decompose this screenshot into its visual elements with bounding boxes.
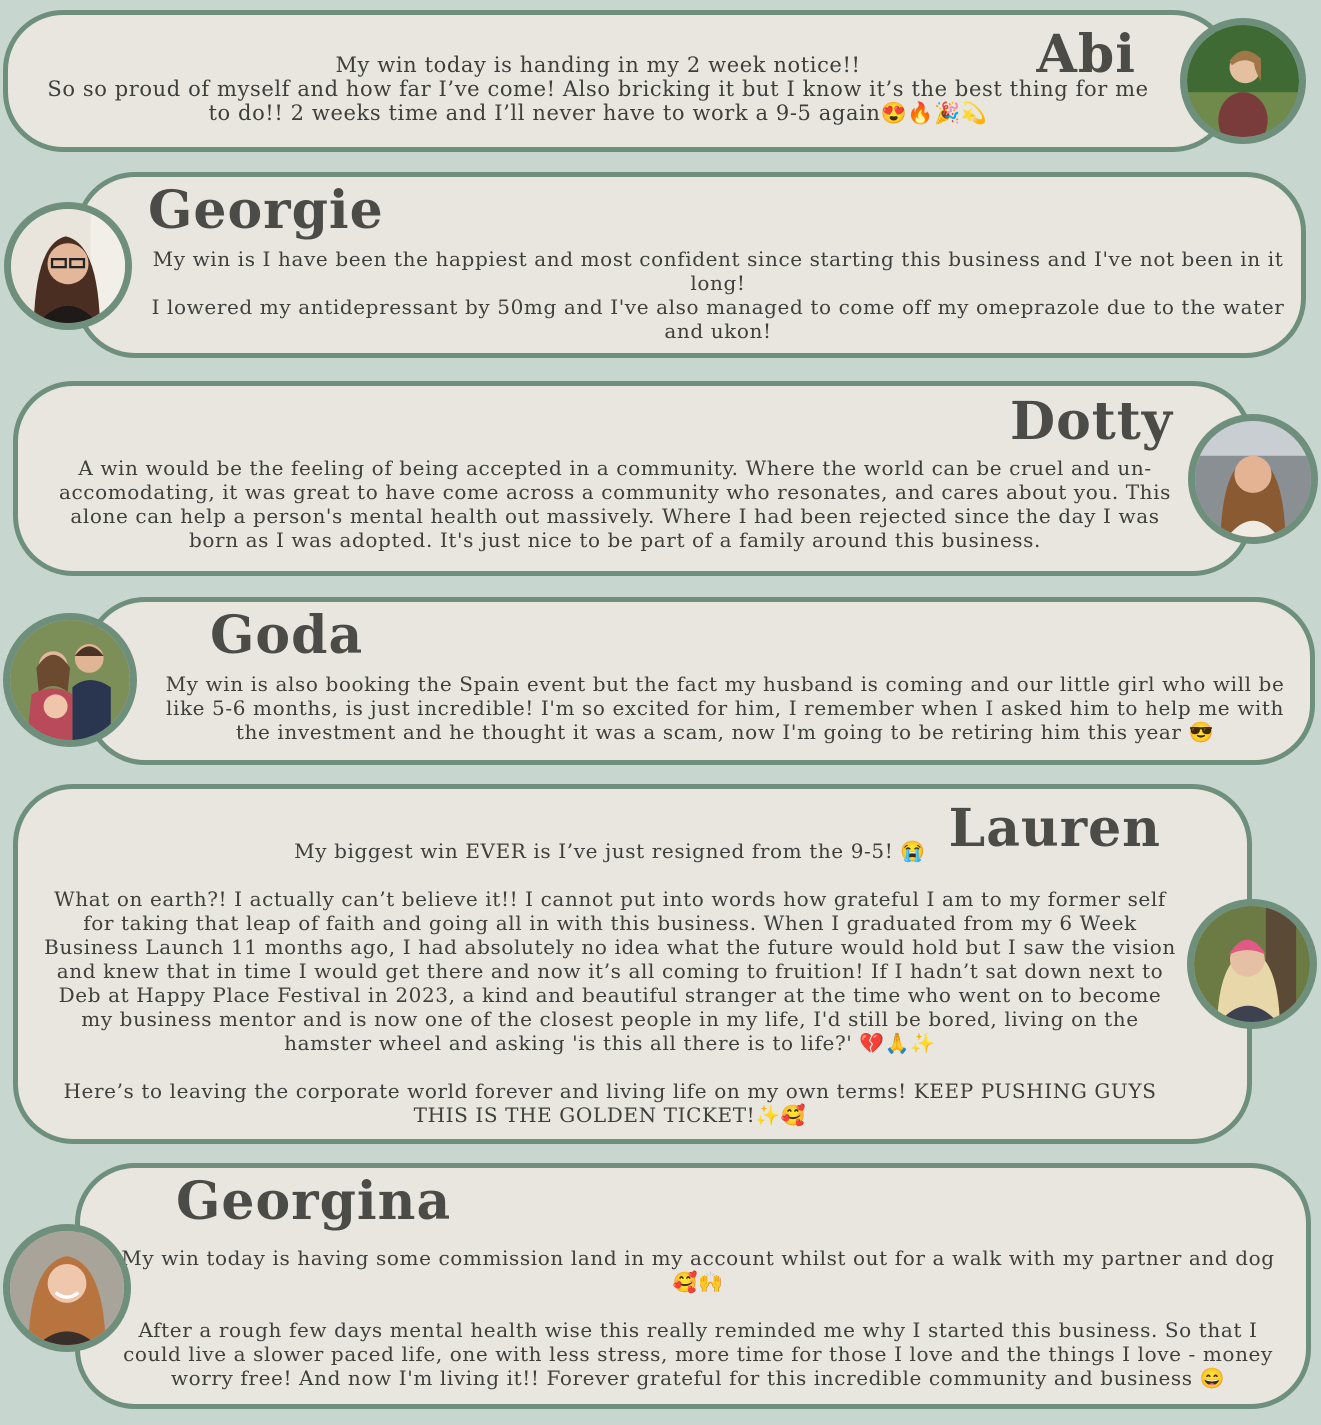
avatar-photo-icon (11, 209, 125, 323)
avatar-georgie (4, 202, 132, 330)
testimonial-text: A win would be the feeling of being accepted in a community. Where the world can be cruel and un-accomodating, it was great to have come across a community who resonates, and cares about you. This alone can help a person's mental health out massively. Where I had been rejected since the day I was born as I was adopted. It's just nice to be part of a family around this business. (58, 456, 1172, 552)
testimonial-name: Abi (1036, 24, 1136, 85)
testimonial-card-georgina (75, 1163, 1311, 1409)
avatar-photo-icon (10, 620, 130, 740)
testimonial-text: My win today is having some commission land in my account whilst out for a walk with my partner and dog 🥰🙌 After a rough few days mental health wise this really reminded me why I started this business. So that I could live a slower paced life, one with less stress, more time for those I love and the things I love - money worry free! And now I'm living it!! Forever grateful for this incredible community and business 😄 (121, 1246, 1275, 1390)
avatar-photo-icon (1194, 906, 1310, 1022)
testimonial-text: My win today is handing in my 2 week notice!! So so proud of myself and how far I’ve come! Also bricking it but I know it’s the best thing for me to do!! 2 weeks time and I’ll never have to work a 9-5 again😍🔥🎉💫 (47, 53, 1149, 125)
testimonial-card-dotty (13, 381, 1253, 576)
avatar-photo-icon (10, 1231, 124, 1345)
testimonial-card-georgie (75, 172, 1306, 358)
testimonial-name: Dotty (1009, 391, 1173, 452)
testimonial-name: Georgina (176, 1171, 452, 1232)
testimonial-name: Lauren (948, 798, 1161, 859)
avatar-lauren (1187, 899, 1317, 1029)
testimonial-name: Georgie (148, 180, 384, 241)
avatar-dotty (1188, 414, 1318, 544)
testimonial-name: Goda (210, 605, 364, 666)
testimonial-card-goda (85, 597, 1315, 765)
avatar-photo-icon (1195, 421, 1311, 537)
testimonial-text: My win is I have been the happiest and most confident since starting this business and I've not been in it long! I lowered my antidepressant by 50mg and I've also managed to come off my omeprazole due to the water and ukon! (151, 247, 1285, 343)
testimonial-card-abi (3, 10, 1233, 152)
avatar-georgina (3, 1224, 131, 1352)
avatar-goda (3, 613, 137, 747)
testimonial-text: My win is also booking the Spain event but the fact my husband is coming and our little girl who will be like 5-6 months, is just incredible! I'm so excited for him, I remember when I asked him to help me with the investment and he thought it was a scam, now I'm going to be retiring him this year 😎 (165, 672, 1285, 744)
testimonial-text: My biggest win EVER is I’ve just resigned from the 9-5! 😭 What on earth?! I actually can’t believe it!! I cannot put into words how grateful I am to my former self for taking that leap of faith and going all in with this business. When I graduated from my 6 Week Business Launch 11 months ago, I had absolutely no idea what the future would hold but I saw the vision and knew that in time I would get there and now it’s all coming to fruition! If I hadn’t sat down next to Deb at Happy Place Festival in 2023, a kind and beautiful stranger at the time who went on to become my business mentor and is now one of the closest people in my life, I'd still be bored, living on the hamster wheel and asking 'is this all there is to life?' 💔🙏✨ Here’s to leaving the corporate world forever and living life on my own terms! KEEP PUSHING GUYS THIS IS THE GOLDEN TICKET!✨🥰 (44, 839, 1176, 1127)
avatar-photo-icon (1187, 25, 1299, 137)
testimonial-card-lauren (13, 784, 1252, 1144)
avatar-abi (1180, 18, 1306, 144)
